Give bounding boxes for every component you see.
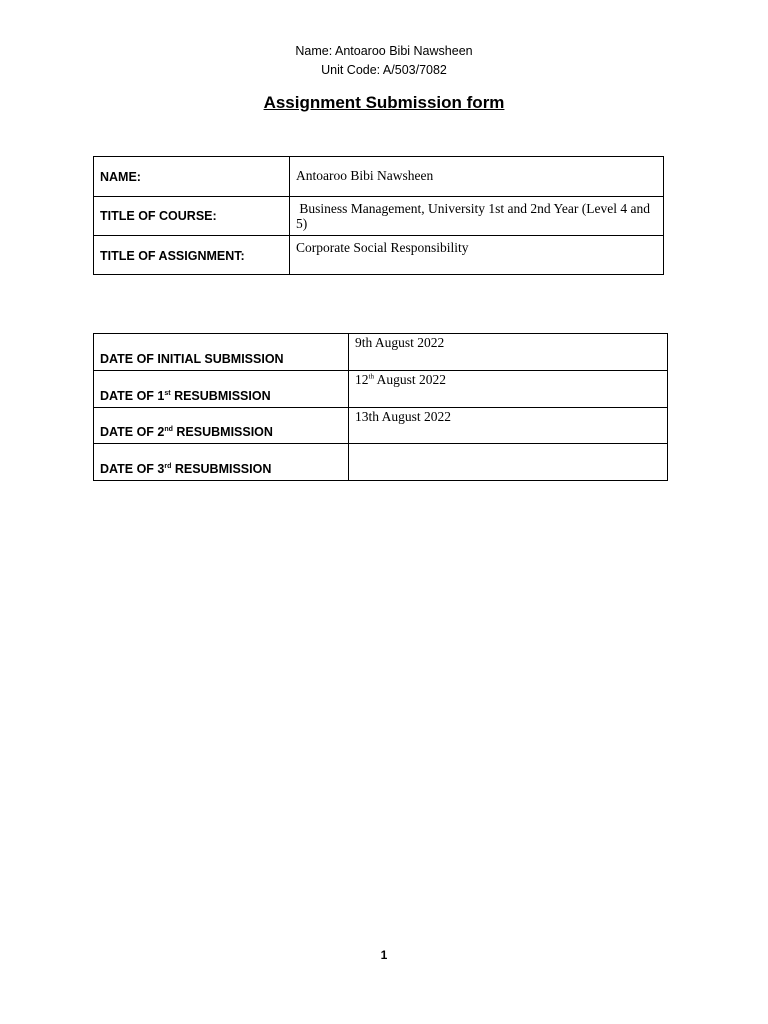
third-resubmission-label: DATE OF 3rd RESUBMISSION — [94, 444, 349, 481]
table-row — [94, 408, 668, 444]
course-value: Business Management, University 1st and 2nd Year (Level 4 and 5) — [290, 197, 664, 236]
page-title: Assignment Submission form — [263, 93, 505, 112]
table-row — [94, 371, 668, 408]
header-unit-code: Unit Code: A/503/7082 — [321, 63, 447, 77]
table-row — [94, 334, 668, 371]
first-resubmission-label: DATE OF 1st RESUBMISSION — [94, 371, 349, 408]
dates-table — [93, 333, 668, 481]
first-resubmission-value: 12th August 2022 — [349, 371, 668, 408]
page-number: 1 — [380, 948, 388, 962]
table-row — [94, 197, 664, 236]
table-row — [94, 236, 664, 275]
initial-submission-value: 9th August 2022 — [349, 334, 668, 371]
second-resubmission-value: 13th August 2022 — [349, 408, 668, 444]
name-label: NAME: — [94, 157, 290, 197]
details-table — [93, 156, 664, 275]
table-row — [94, 157, 664, 197]
name-value: Antoaroo Bibi Nawsheen — [290, 157, 664, 197]
document-header — [0, 42, 768, 80]
initial-submission-label: DATE OF INITIAL SUBMISSION — [94, 334, 349, 371]
header-name: Name: Antoaroo Bibi Nawsheen — [295, 44, 473, 58]
table-row — [94, 444, 668, 481]
second-resubmission-label: DATE OF 2nd RESUBMISSION — [94, 408, 349, 444]
third-resubmission-value — [349, 444, 668, 481]
assignment-label: TITLE OF ASSIGNMENT: — [94, 236, 290, 275]
assignment-value: Corporate Social Responsibility — [290, 236, 664, 275]
course-label: TITLE OF COURSE: — [94, 197, 290, 236]
